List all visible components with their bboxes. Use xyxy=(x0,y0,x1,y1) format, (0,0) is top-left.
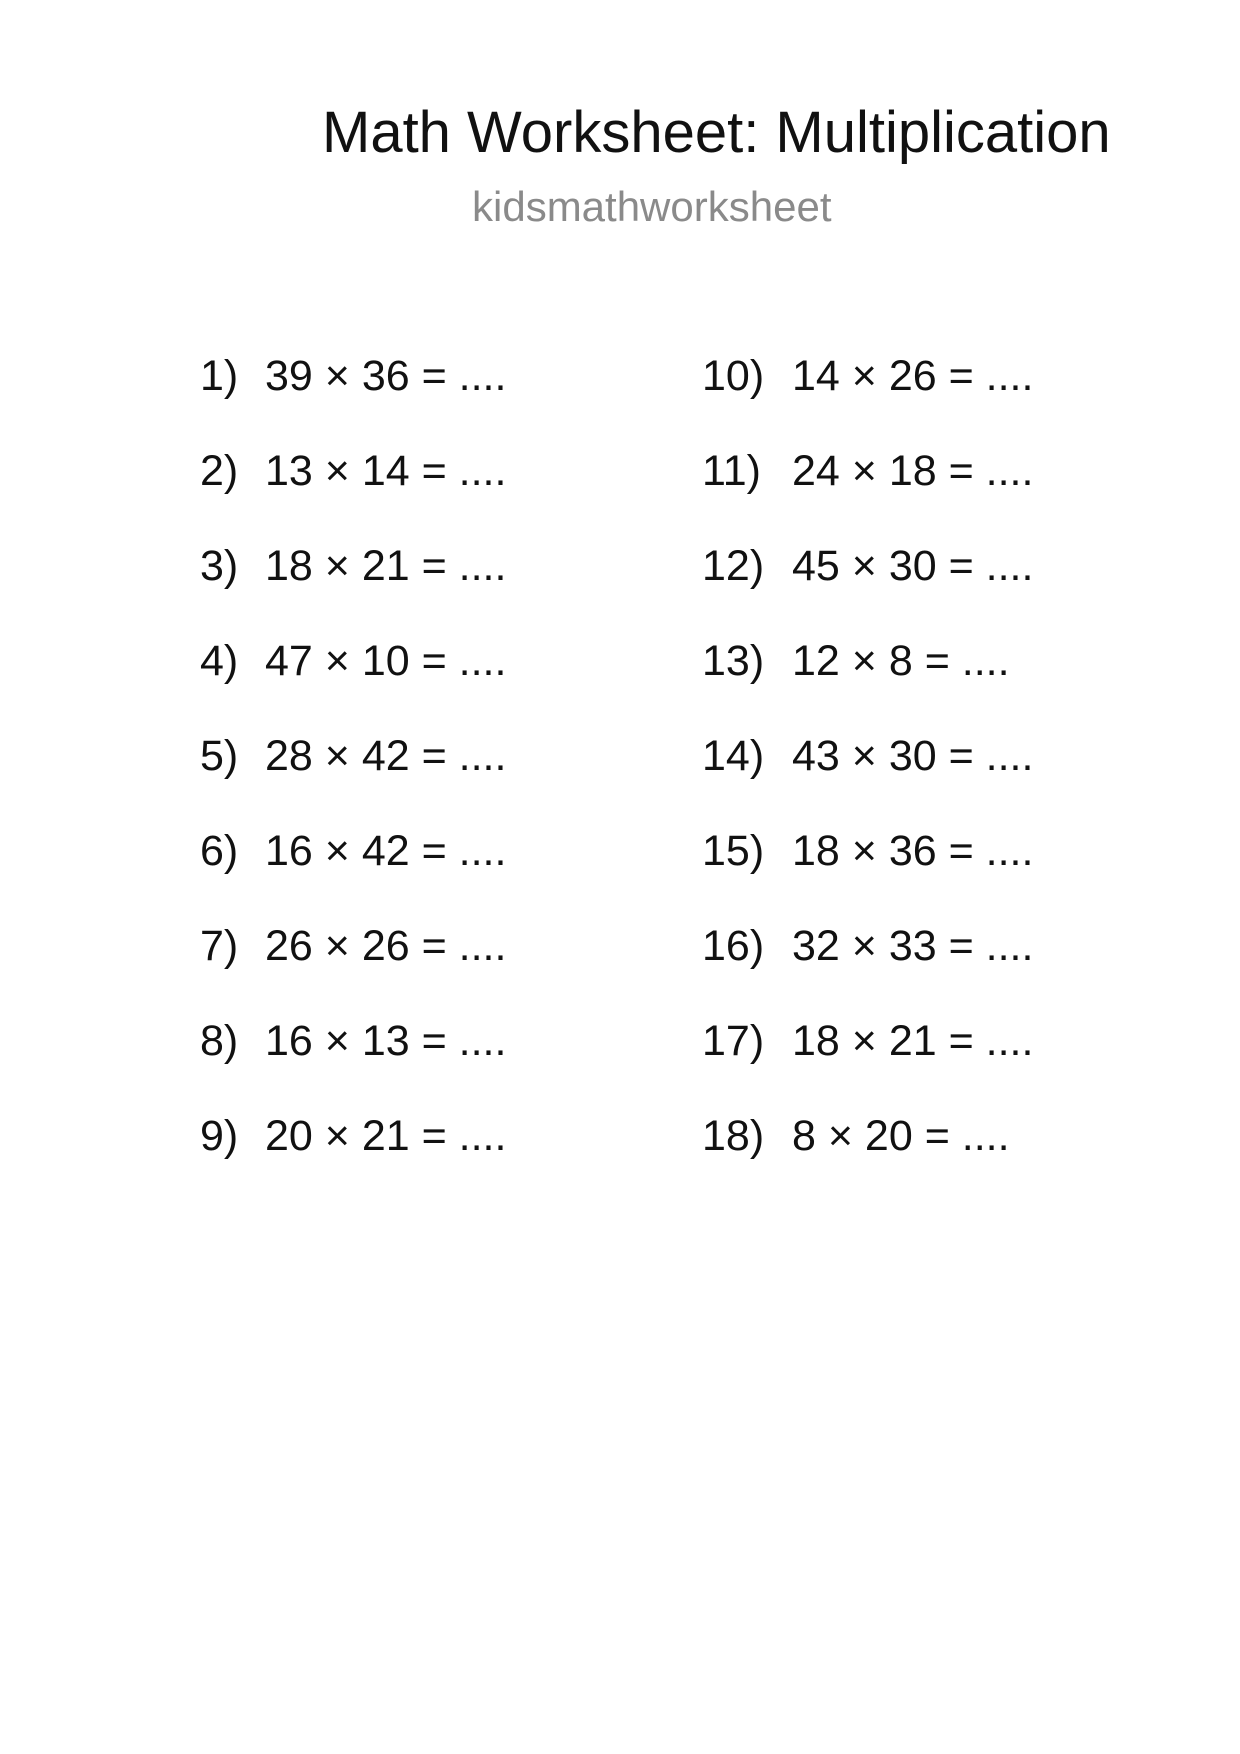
problem-number: 11) xyxy=(702,447,761,495)
problem-expression: 26 × 26 = .... xyxy=(265,922,507,970)
problem-number: 5) xyxy=(200,732,239,780)
problem-item xyxy=(200,443,700,538)
problem-item xyxy=(702,443,1202,538)
problem-number: 3) xyxy=(200,542,239,590)
problem-item xyxy=(702,1108,1202,1203)
problem-item xyxy=(200,348,700,443)
problem-item xyxy=(702,823,1202,918)
problem-expression: 39 × 36 = .... xyxy=(265,352,507,400)
problem-expression: 28 × 42 = .... xyxy=(265,732,507,780)
problem-expression: 16 × 13 = .... xyxy=(265,1017,507,1065)
problem-number: 4) xyxy=(200,637,239,685)
problem-expression: 20 × 21 = .... xyxy=(265,1112,507,1160)
problem-column-left xyxy=(200,348,700,1203)
problem-expression: 47 × 10 = .... xyxy=(265,637,507,685)
problem-number: 1) xyxy=(200,352,239,400)
problem-item xyxy=(702,633,1202,728)
problem-expression: 16 × 42 = .... xyxy=(265,827,507,875)
problem-number: 10) xyxy=(702,352,765,400)
problem-number: 6) xyxy=(200,827,239,875)
problem-column-right xyxy=(702,348,1202,1203)
problem-number: 12) xyxy=(702,542,765,590)
problem-expression: 24 × 18 = .... xyxy=(792,447,1034,495)
problem-expression: 32 × 33 = .... xyxy=(792,922,1034,970)
problem-expression: 18 × 21 = .... xyxy=(792,1017,1034,1065)
problem-item xyxy=(702,918,1202,1013)
problem-number: 14) xyxy=(702,732,765,780)
problem-expression: 43 × 30 = .... xyxy=(792,732,1034,780)
problem-expression: 18 × 21 = .... xyxy=(265,542,507,590)
problem-item xyxy=(200,728,700,823)
problem-number: 13) xyxy=(702,637,765,685)
problem-expression: 12 × 8 = .... xyxy=(792,637,1010,685)
problem-expression: 13 × 14 = .... xyxy=(265,447,507,495)
problem-expression: 8 × 20 = .... xyxy=(792,1112,1010,1160)
problem-number: 16) xyxy=(702,922,765,970)
problem-item xyxy=(200,633,700,728)
problem-item xyxy=(200,823,700,918)
problem-expression: 18 × 36 = .... xyxy=(792,827,1034,875)
page-title: Math Worksheet: Multiplication xyxy=(322,100,1111,165)
problem-item xyxy=(200,538,700,633)
problem-number: 7) xyxy=(200,922,239,970)
problem-item xyxy=(200,1013,700,1108)
page-subtitle: kidsmathworksheet xyxy=(472,183,832,230)
problem-item xyxy=(702,538,1202,633)
problem-number: 2) xyxy=(200,447,239,495)
problem-number: 17) xyxy=(702,1017,765,1065)
problem-item xyxy=(702,348,1202,443)
problem-item xyxy=(702,1013,1202,1108)
problem-expression: 14 × 26 = .... xyxy=(792,352,1034,400)
problem-number: 8) xyxy=(200,1017,239,1065)
problem-number: 9) xyxy=(200,1112,239,1160)
problem-item xyxy=(200,918,700,1013)
problem-number: 15) xyxy=(702,827,765,875)
problem-expression: 45 × 30 = .... xyxy=(792,542,1034,590)
problem-item xyxy=(702,728,1202,823)
problem-number: 18) xyxy=(702,1112,765,1160)
problem-item xyxy=(200,1108,700,1203)
